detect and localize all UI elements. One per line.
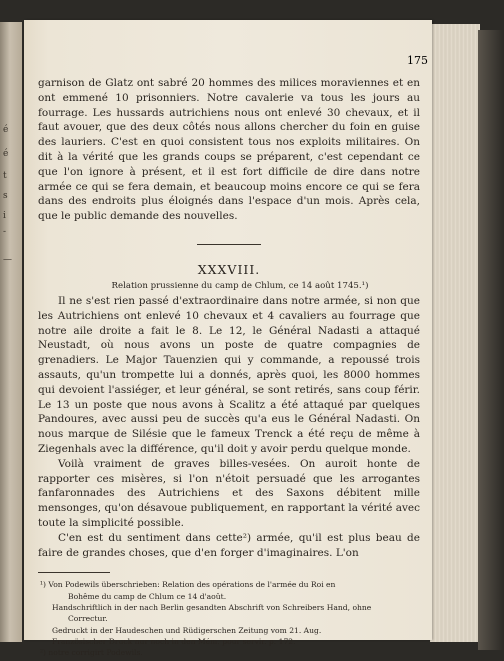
body-paragraph: Il ne s'est rien passé d'extraordinaire dans notre armée, si non que les Autrichiens ont enlevé 10 chevaux et 4 cavaliers au fourrage que notre aile droite a fait le 8. Le 12, le Général Nadasti a attaqué Neustadt, où nous avons un poste de quatre compagnies de grenadiers. Le Major Tauenzien qui y commande, a repoussé trois assauts, qu'un trompette lui a donnés, après quoi, les 8000 hommes qui devoient l'assiéger, et leur général, se sont retirés, sans coup férir. Le 13 un poste que nous avons à Scalitz a été attaqué par quelques Pandoures, avec aussi peu de succès qu'a eus le Général Nadasti. On nous marque de Silésie que le fameux Trenck a été reçu de même à Ziegenhals avec la différence, qu'il doit y avoir perdu quelque monde. <box>38 294 420 455</box>
footnote-line: ¹) Von Podewils überschrieben: Relation des opérations de l'armée du Roi en <box>40 580 336 590</box>
section-title: XXXVIII. <box>197 261 261 277</box>
footnote-line: Handschriftlich in der nach Berlin gesandten Abschrift von Schreibers Hand, ohne <box>52 602 372 612</box>
page-content <box>38 30 420 658</box>
book-page <box>24 20 432 658</box>
book-shadow <box>478 30 504 650</box>
footnote-line: Correctur. <box>68 614 108 624</box>
footnote-line: Gedruckt in der Haudeschen und Rüdigerschen Zeitung vom 21. Aug. <box>52 625 322 635</box>
body-paragraph: Voilà vraiment de graves billes-vesées. On auroit honte de rapporter ces misères, si l'on n'étoit persuadé que les arrogantes fanfaronnades des Autrichiens et des Saxons débitent mille mensonges, qu'on désavoue publiquement, en rapportant la vérité avec toute la simplicité possible. <box>38 457 420 529</box>
page-number: 175 <box>407 54 428 67</box>
top-paragraph: garnison de Glatz ont sabré 20 hommes des milices moraviennes et en ont emmené 10 prisonniers. Notre cavalerie va tous les jours au fourrage. Les hussards autrichiens nous ont enlevé 30 chevaux, et il faut avouer, que des deux côtés nous allons chercher du foin en guise des lauriers. C'est en quoi consistent tous nos exploits militaires. On dit à la vérité que les grands coups se préparent, c'est cependant ce que l'on ignore à présent, et il est fort difficile de dire dans notre armée ce qui se fera demain, et beaucoup moins encore ce qui se fera dans des endroits plus éloignés dans l'espace d'un mois. Après cela, que le public demande des nouvelles. <box>38 77 420 223</box>
section-divider <box>197 244 261 245</box>
margin-mark: s <box>3 191 8 201</box>
facing-page-edge <box>0 22 22 642</box>
margin-mark: - <box>3 227 7 237</box>
footnotes <box>38 579 420 658</box>
footnote-line: Bohême du camp de Chlum ce 14 d'août. <box>68 591 227 601</box>
footnote-line: ²) notre corrigirt Podewils. <box>40 648 143 658</box>
footnote-line: Französischer Druck nur noch in den Mém. pour servir. p. 172. <box>52 636 296 646</box>
margin-mark: t <box>3 171 7 181</box>
section-subtitle: Relation prussienne du camp de Chlum, ce 14 août 1745.¹) <box>111 280 369 291</box>
margin-mark: — <box>3 255 12 265</box>
margin-mark: i <box>3 211 6 221</box>
footnote-divider <box>38 572 110 573</box>
margin-mark: é <box>3 125 9 135</box>
margin-mark: é <box>3 149 9 159</box>
body-paragraph: C'en est du sentiment dans cette²) armée, qu'il est plus beau de faire de grandes choses, que d'en forger d'imaginaires. L'on <box>38 531 420 559</box>
page-stack <box>430 24 480 642</box>
